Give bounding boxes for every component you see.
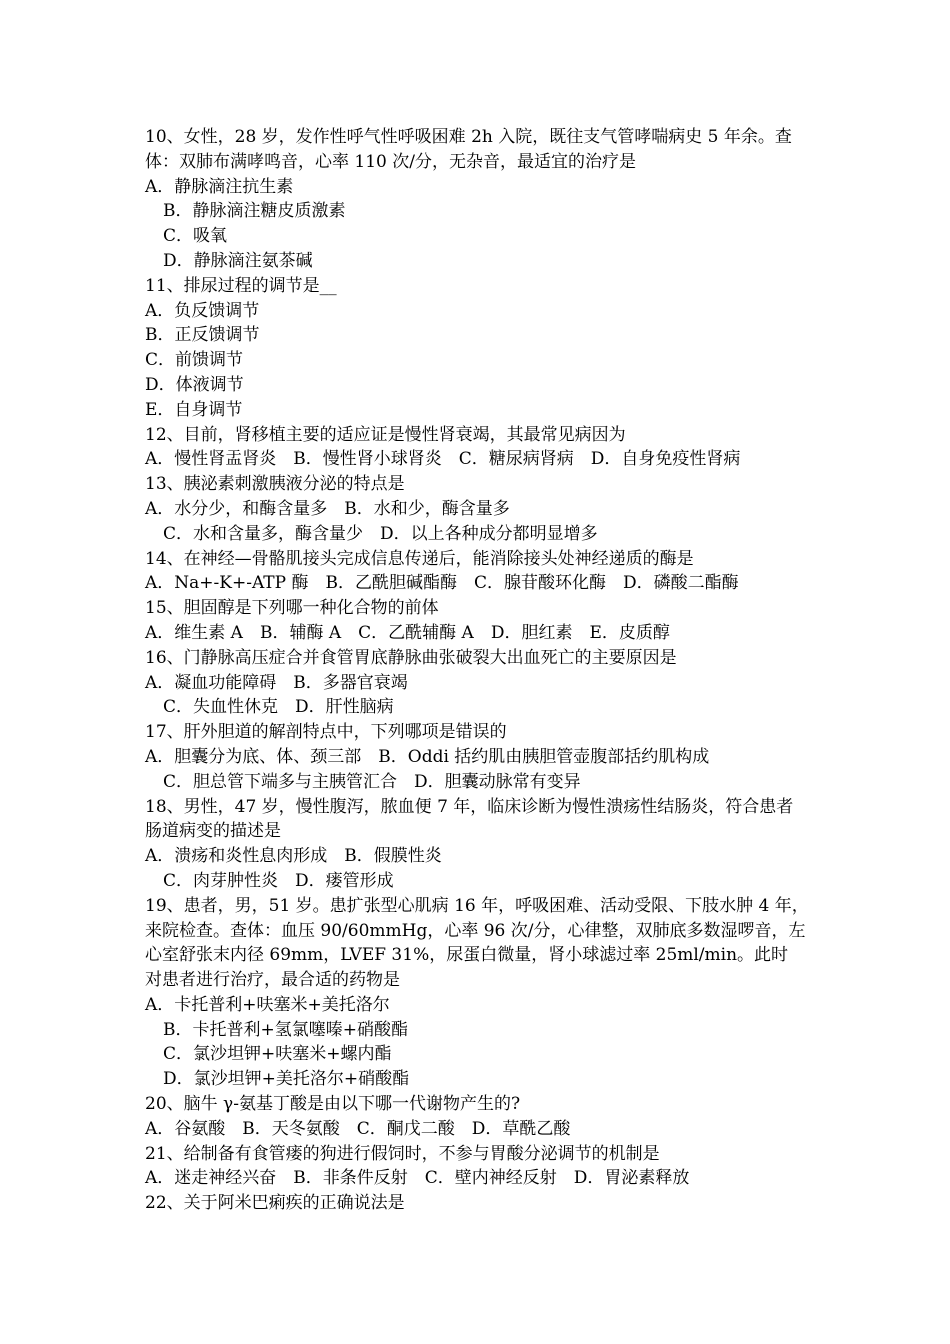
text-line: 18、男性，47 岁，慢性腹泻，脓血便 7 年，临床诊断为慢性溃疡性结肠炎，符合患者: [145, 796, 794, 817]
text-line: A．凝血功能障碍 B．多器官衰竭: [145, 672, 408, 693]
text-line: 19、患者，男，51 岁。患扩张型心肌病 16 年，呼吸困难、活动受限、下肢水肿 4 年，: [145, 895, 809, 916]
text-line: C．水和含量多，酶含量少 D．以上各种成分都明显增多: [163, 523, 598, 544]
text-line: A．静脉滴注抗生素: [145, 176, 294, 197]
text-line: B．正反馈调节: [145, 325, 260, 346]
text-line: A．水分少，和酶含量多 B．水和少，酶含量多: [145, 498, 510, 519]
text-line: 12、目前，肾移植主要的适应证是慢性肾衰竭，其最常见病因为: [145, 424, 626, 445]
text-line: 22、关于阿米巴痢疾的正确说法是: [145, 1193, 405, 1214]
text-line: 来院检查。查体：血压 90/60mmHg，心率 96 次/分，心律整，双肺底多数湿啰音，左: [145, 920, 806, 941]
text-line: A．负反馈调节: [145, 300, 260, 321]
text-line: D．氯沙坦钾+美托洛尔+硝酸酯: [163, 1069, 410, 1090]
text-line: 17、肝外胆道的解剖特点中，下列哪项是错误的: [145, 722, 507, 743]
text-line: 体：双肺布满哮鸣音，心率 110 次/分，无杂音，最适宜的治疗是: [145, 151, 636, 172]
text-line: C．前馈调节: [145, 350, 244, 371]
text-line: 13、胰泌素刺激胰液分泌的特点是: [145, 474, 405, 495]
text-line: 肠道病变的描述是: [145, 821, 281, 842]
text-line: E．自身调节: [145, 399, 243, 420]
text-line: 15、胆固醇是下列哪一种化合物的前体: [145, 598, 439, 619]
text-line: 14、在神经—骨骼肌接头完成信息传递后，能消除接头处神经递质的酶是: [145, 548, 694, 569]
text-line: A．迷走神经兴奋 B．非条件反射 C．壁内神经反射 D．胃泌素释放: [145, 1168, 690, 1189]
text-line: A．Na+-K+-ATP 酶 B．乙酰胆碱酯酶 C．腺苷酸环化酶 D．磷酸二酯酶: [145, 573, 739, 594]
text-line: D．静脉滴注氨茶碱: [163, 250, 313, 271]
text-line: 20、脑牛 γ-氨基丁酸是由以下哪一代谢物产生的?: [145, 1094, 521, 1115]
text-line: A．维生素 A B．辅酶 A C．乙酰辅酶 A D．胆红素 E．皮质醇: [145, 622, 670, 643]
text-line: A．溃疡和炎性息肉形成 B．假膜性炎: [145, 846, 442, 867]
text-line: 16、门静脉高压症合并食管胃底静脉曲张破裂大出血死亡的主要原因是: [145, 647, 677, 668]
text-line: C．吸氧: [163, 226, 228, 247]
text-line: C．肉芽肿性炎 D．瘘管形成: [163, 870, 394, 891]
text-line: A．慢性肾盂肾炎 B．慢性肾小球肾炎 C．糖尿病肾病 D．自身免疫性肾病: [145, 449, 741, 470]
document-body: [145, 125, 815, 1216]
text-line: C．失血性休克 D．肝性脑病: [163, 697, 394, 718]
text-line: B．卡托普利+氢氯噻嗪+硝酸酯: [163, 1019, 408, 1040]
text-line: A．谷氨酸 B．天冬氨酸 C．酮戊二酸 D．草酰乙酸: [145, 1118, 571, 1139]
text-line: 心室舒张末内径 69mm，LVEF 31%，尿蛋白微量，肾小球滤过率 25ml/min。此时: [145, 945, 789, 966]
text-line: 21、给制备有食管瘘的狗进行假饲时，不参与胃酸分泌调节的机制是: [145, 1143, 660, 1164]
text-line: A．胆囊分为底、体、颈三部 B．Oddi 括约肌由胰胆管壶腹部括约肌构成: [145, 746, 710, 767]
text-line: C．胆总管下端多与主胰管汇合 D．胆囊动脉常有变异: [163, 771, 581, 792]
text-line: C．氯沙坦钾+呋塞米+螺内酯: [163, 1044, 392, 1065]
text-line: 10、女性，28 岁，发作性呼气性呼吸困难 2h 入院，既往支气管哮喘病史 5 年余。查: [145, 127, 792, 147]
text-line: B．静脉滴注糖皮质激素: [163, 201, 346, 222]
text-line: 对患者进行治疗，最合适的药物是: [145, 970, 400, 991]
text-line: D．体液调节: [145, 374, 244, 395]
text-line: 11、排尿过程的调节是__: [145, 275, 337, 296]
text-line: A．卡托普利+呋塞米+美托洛尔: [145, 994, 390, 1015]
